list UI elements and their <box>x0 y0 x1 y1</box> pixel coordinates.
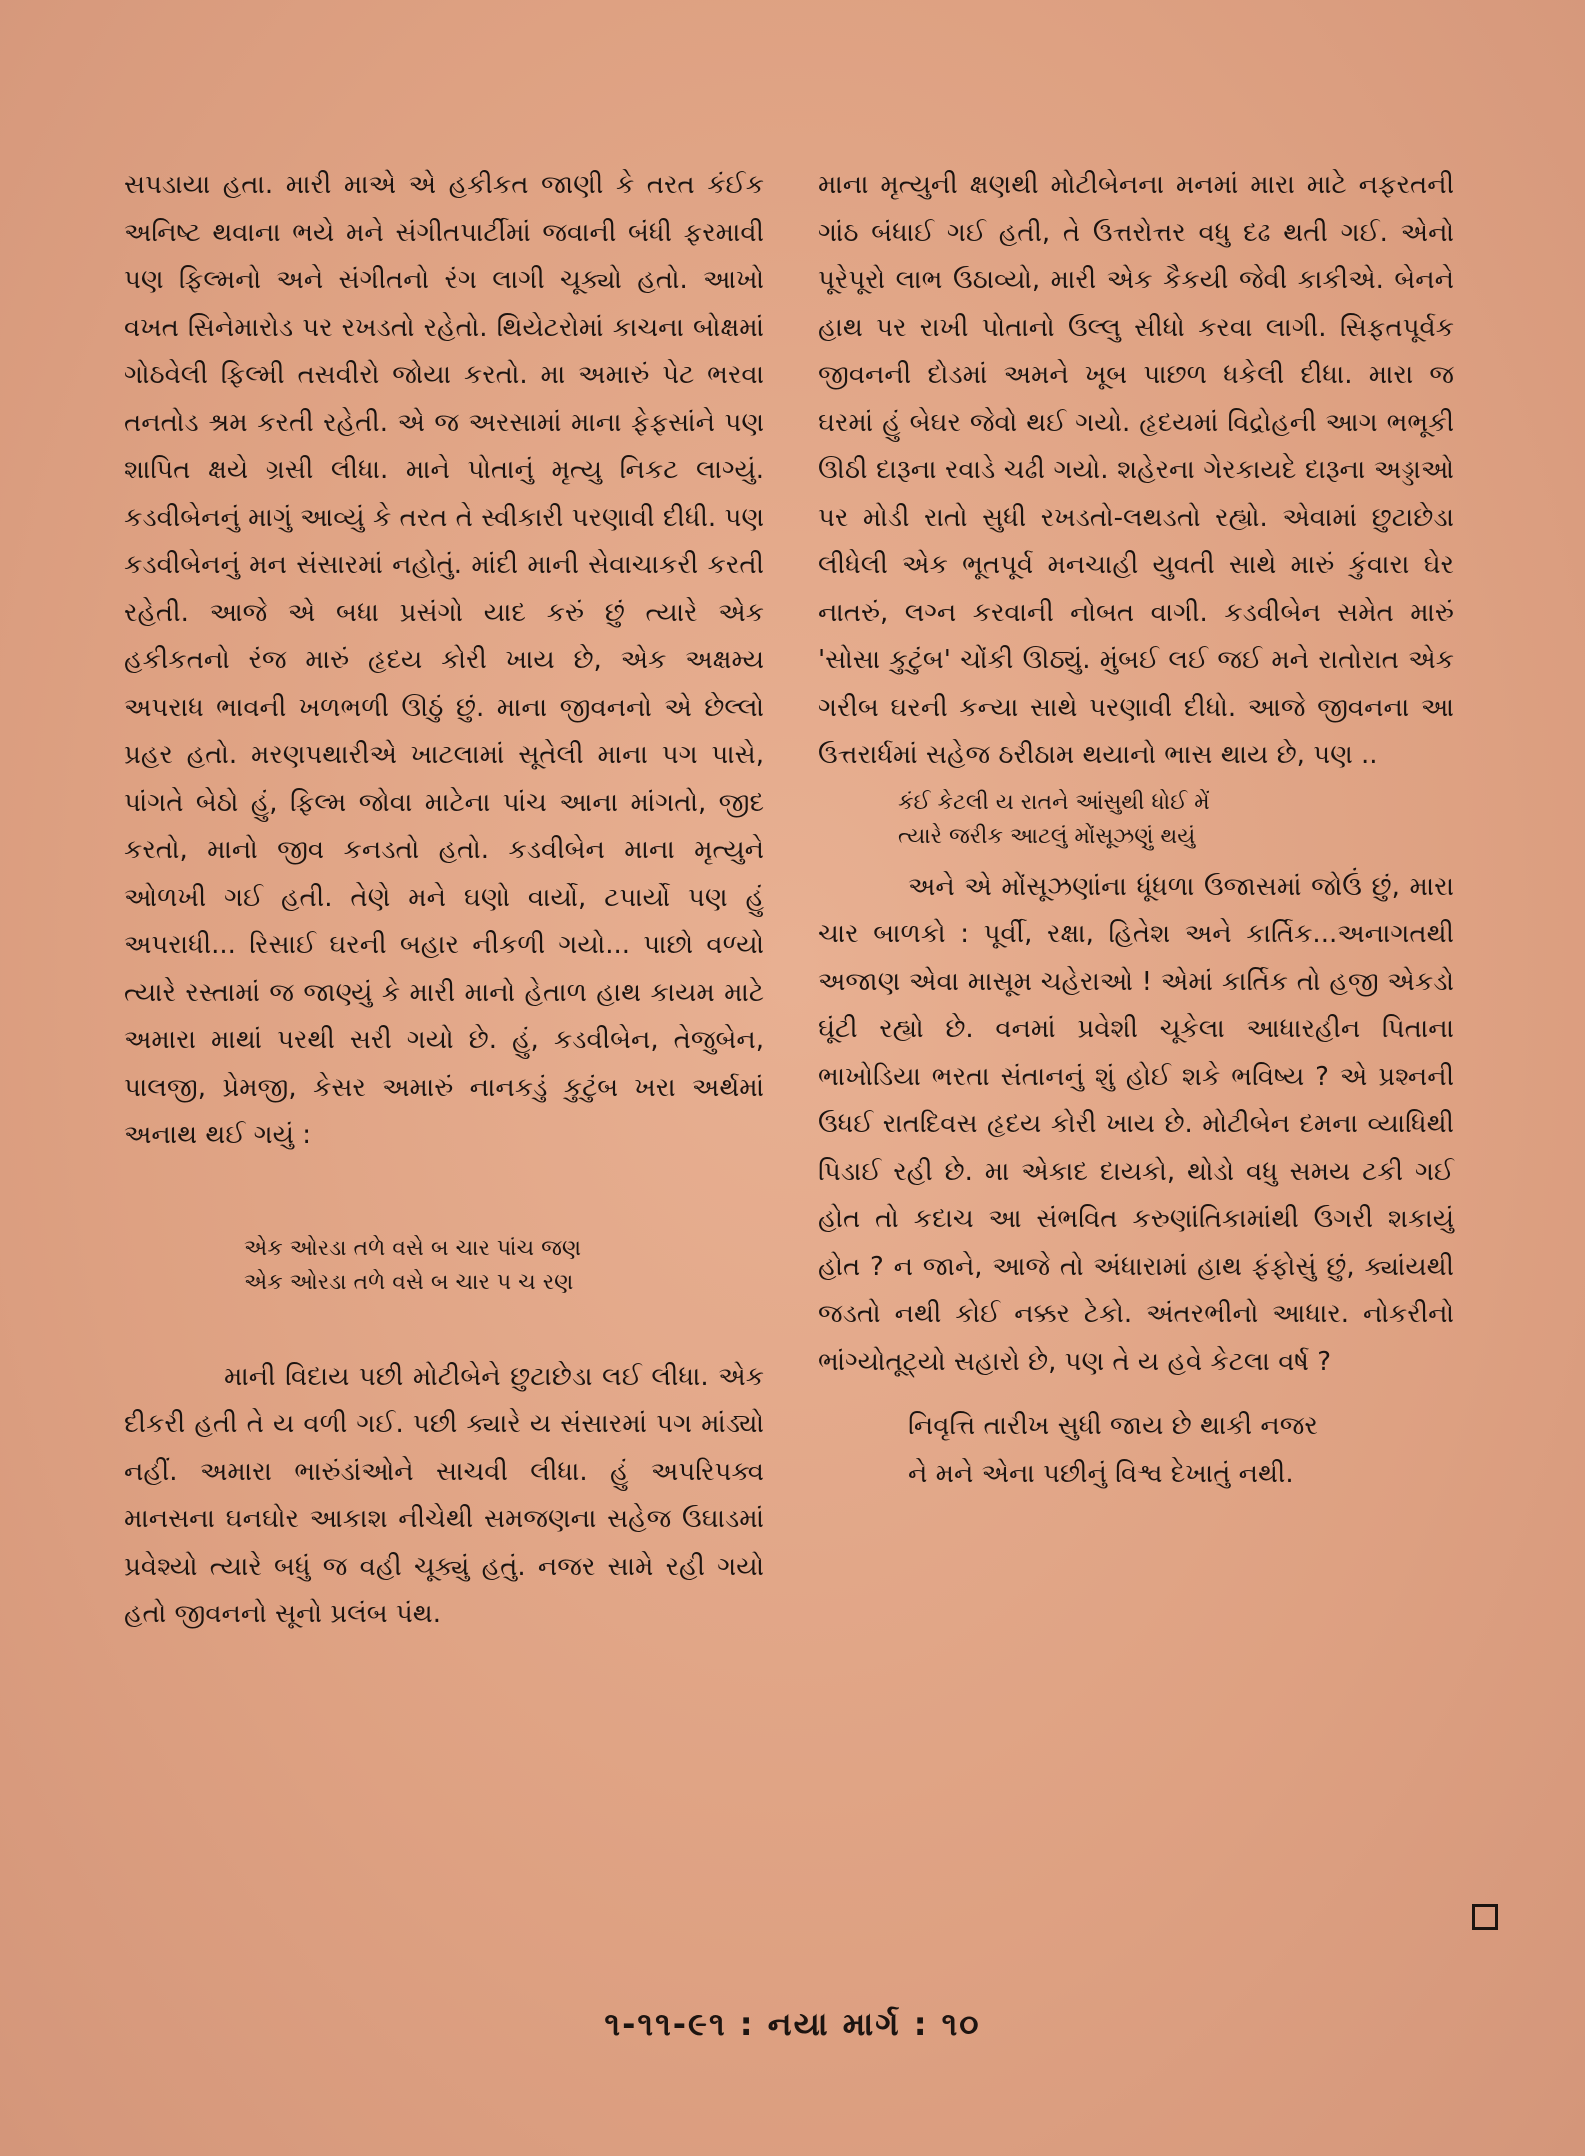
closing-verse <box>818 1402 1454 1498</box>
left-verse-line-1: એક ઓરડા તળે વસે બ ચાર પાંચ જણ <box>244 1235 582 1261</box>
closing-line-1: નિવૃત્તિ તારીખ સુધી જાય છે થાકી નજર <box>908 1411 1318 1441</box>
left-verse-line-2: એક ઓરડા તળે વસે બ ચાર પ ચ રણ <box>244 1269 574 1295</box>
right-paragraph-1: માના મૃત્યુની ક્ષણથી મોટીબેનના મનમાં મારા માટે નફરતની ગાંઠ બંધાઈ ગઈ હતી, તે ઉત્તરોત્તર વધુ દઢ થતી ગઈ. એનો પૂરેપૂરો લાભ ઉઠાવ્યો, મારી એક કૈકયી જેવી કાકીએ. બેનને હાથ પર રાખી પોતાનો ઉલ્લુ સીધો કરવા લાગી. સિફતપૂર્વક જીવનની દોડમાં અમને ખૂબ પાછળ ધકેલી દીધા. મારા જ ઘરમાં હું બેઘર જેવો થઈ ગયો. હૃદયમાં વિદ્રોહની આગ ભભૂકી ઊઠી દારૂના રવાડે ચઢી ગયો. શહેરના ગેરકાયદે દારૂના અડ્ડાઓ પર મોડી રાતો સુધી રખડતો-લથડતો રહ્યો. એવામાં છુટાછેડા લીધેલી એક ભૂતપૂર્વ મનચાહી યુવતી સાથે મારું કુંવારા ઘેર નાતરું, લગ્ન કરવાની નોબત વાગી. કડવીબેન સમેત મારું 'સોસા કુટુંબ' ચોંકી ઊઠ્યું. મુંબઈ લઈ જઈ મને રાતોરાત એક ગરીબ ઘરની કન્યા સાથે પરણાવી દીધો. આજે જીવનના આ ઉત્તરાર્ધમાં સહેજ ઠરીઠામ થયાનો ભાસ થાય છે, પણ .. <box>818 170 1454 770</box>
end-of-article-square-icon <box>1472 1904 1498 1930</box>
page-footer: ૧-૧૧-૯૧ : નયા માર્ગ : ૧૦ <box>604 2005 981 2043</box>
left-paragraph-2: માની વિદાય પછી મોટીબેને છુટાછેડા લઈ લીધા. એક દીકરી હતી તે ય વળી ગઈ. પછી ક્યારે ય સંસારમાં પગ માંડ્યો નહીં. અમારા ભારુંડાંઓને સાચવી લીધા. હું અપરિપક્વ માનસના ઘનઘોર આકાશ નીચેથી સમજણના સહેજ ઉઘાડમાં પ્રવેશ્યો ત્યારે બધું જ વહી ચૂક્યું હતું. નજર સામે રહી ગયો હતો જીવનનો સૂનો પ્રલંબ પંથ. <box>124 1361 764 1629</box>
right-column <box>818 162 1454 1498</box>
closing-line-2: ને મને એના પછીનું વિશ્વ દેખાતું નથી. <box>908 1459 1294 1489</box>
right-verse-line-2: ત્યારે જરીક આટલું મોંસૂઝણું થયું <box>898 823 1196 849</box>
left-verse <box>124 1232 764 1300</box>
left-column <box>124 162 764 1639</box>
right-paragraph-2: અને એ મોંસૂઝણાંના ધૂંધળા ઉજાસમાં જોઉં છું, મારા ચાર બાળકો : પૂર્વી, રક્ષા, હિતેશ અને કાર્તિક...અનાગતથી અજાણ એવા માસૂમ ચહેરાઓ ! એમાં કાર્તિક તો હજી એકડો ઘૂંટી રહ્યો છે. વનમાં પ્રવેશી ચૂકેલા આધારહીન પિતાના ભાખોડિયા ભરતા સંતાનનું શું હોઈ શકે ભવિષ્ય ? એ પ્રશ્નની ઉધઈ રાતદિવસ હૃદય કોરી ખાય છે. મોટીબેન દમના વ્યાધિથી પિડાઈ રહી છે. મા એકાદ દાયકો, થોડો વધુ સમય ટકી ગઈ હોત તો કદાચ આ સંભવિત કરુણાંતિકામાંથી ઉગરી શકાયું હોત ? ન જાને, આજે તો અંધારામાં હાથ ફંફોસું છું, ક્યાંયથી જડતો નથી કોઈ નક્કર ટેકો. અંતરભીનો આધાર. નોકરીનો ભાંગ્યોતૂટ્યો સહારો છે, પણ તે ય હવે કેટલા વર્ષ ? <box>818 871 1454 1377</box>
right-verse-line-1: કંઈ કેટલી ય રાતને આંસુથી ધોઈ મેં <box>898 789 1210 815</box>
right-verse <box>818 786 1454 854</box>
left-paragraph-1: સપડાયા હતા. મારી માએ એ હકીકત જાણી કે તરત કંઈક અનિષ્ટ થવાના ભયે મને સંગીતપાર્ટીમાં જવાની બંધી ફરમાવી પણ ફિલ્મનો અને સંગીતનો રંગ લાગી ચૂક્યો હતો. આખો વખત સિનેમારોડ પર રખડતો રહેતો. થિયેટરોમાં કાચના બોક્ષમાં ગોઠવેલી ફિલ્મી તસવીરો જોયા કરતો. મા અમારું પેટ ભરવા તનતોડ શ્રમ કરતી રહેતી. એ જ અરસામાં માના ફેફસાંને પણ શાપિત ક્ષયે ગ્રસી લીધા. માને પોતાનું મૃત્યુ નિકટ લાગ્યું. કડવીબેનનું માગું આવ્યું કે તરત તે સ્વીકારી પરણાવી દીધી. પણ કડવીબેનનું મન સંસારમાં નહોતું. માંદી માની સેવાચાકરી કરતી રહેતી. આજે એ બધા પ્રસંગો યાદ કરું છું ત્યારે એક હકીકતનો રંજ મારું હૃદય કોરી ખાય છે, એક અક્ષમ્ય અપરાધ ભાવની ખળભળી ઊઠું છું. માના જીવનનો એ છેલ્લો પ્રહર હતો. મરણપથારીએ ખાટલામાં સૂતેલી માના પગ પાસે, પાંગતે બેઠો હું, ફિલ્મ જોવા માટેના પાંચ આના માંગતો, જીદ કરતો, માનો જીવ કનડતો હતો. કડવીબેન માના મૃત્યુને ઓળખી ગઈ હતી. તેણે મને ઘણો વાર્યો, ટપાર્યો પણ હું અપરાધી... રિસાઈ ઘરની બહાર નીકળી ગયો... પાછો વળ્યો ત્યારે રસ્તામાં જ જાણ્યું કે મારી માનો હેતાળ હાથ કાયમ માટે અમારા માથાં પરથી સરી ગયો છે. હું, કડવીબેન, તેજુબેન, પાલજી, પ્રેમજી, કેસર અમારું નાનકડું કુટુંબ ખરા અર્થમાં અનાથ થઈ ગયું : <box>124 170 764 1150</box>
